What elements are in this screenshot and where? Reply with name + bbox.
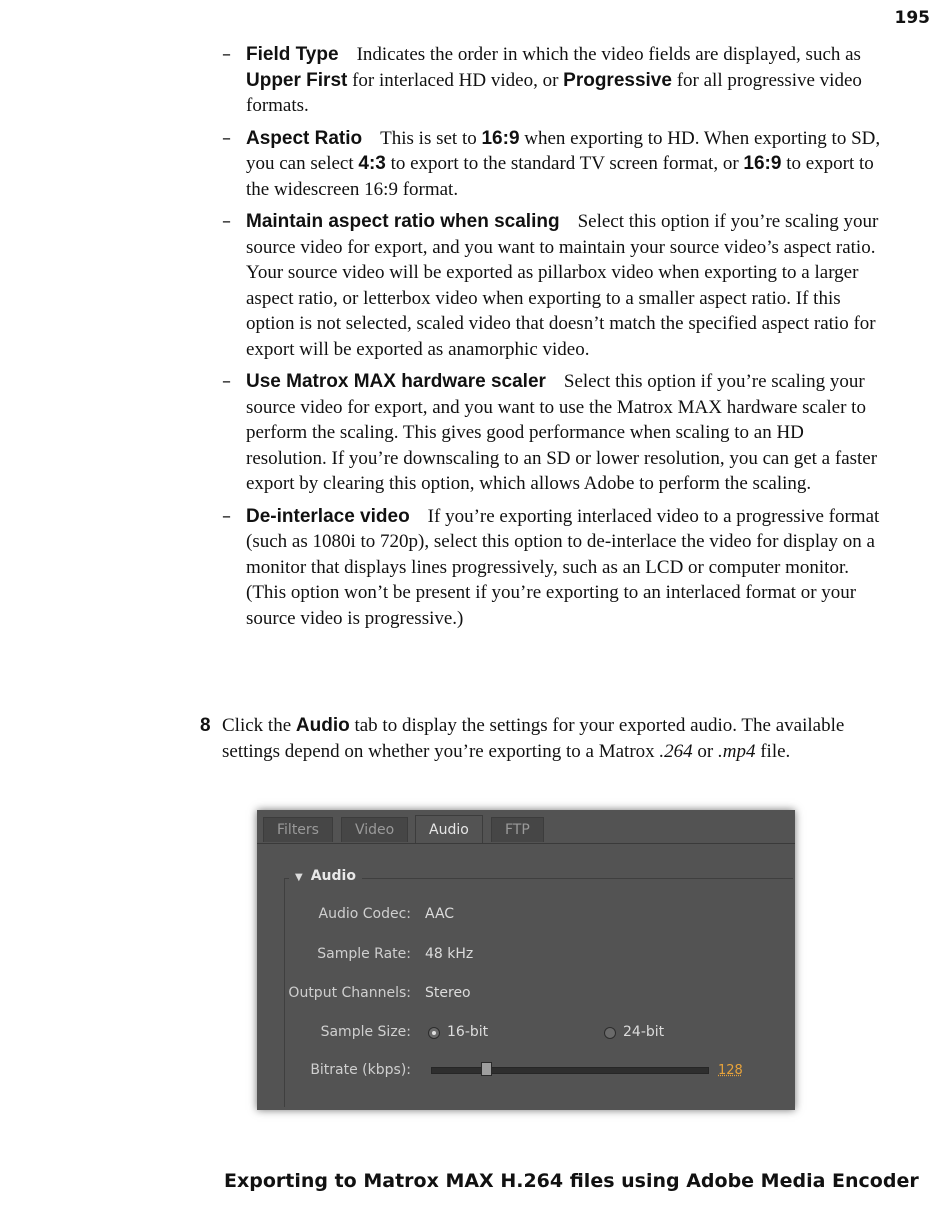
dash-bullet: – — [222, 371, 231, 392]
list-item — [222, 42, 882, 119]
option-term: Maintain aspect ratio when scaling — [246, 211, 560, 232]
dash-bullet: – — [222, 505, 231, 527]
step-text — [200, 713, 872, 764]
sample-size-label: Sample Size: — [320, 1024, 411, 1040]
tab-filters[interactable]: Filters — [263, 817, 333, 842]
option-list — [222, 42, 882, 638]
bitrate-label: Bitrate (kbps): — [310, 1062, 411, 1078]
output-channels-label: Output Channels: — [288, 985, 411, 1001]
tab-divider — [257, 843, 795, 844]
list-item — [222, 504, 882, 632]
step-number: 8 — [200, 715, 211, 736]
radio-24-bit[interactable] — [604, 1027, 616, 1039]
tab-video[interactable]: Video — [341, 817, 408, 842]
audio-codec-value: AAC — [425, 906, 455, 922]
radio-16-bit-label[interactable]: 16-bit — [447, 1024, 489, 1040]
option-term: De-interlace video — [246, 505, 410, 527]
audio-section-header[interactable] — [289, 868, 362, 884]
text-run: for interlaced HD video, or — [347, 69, 564, 91]
option-term: Field Type — [246, 44, 339, 65]
audio-settings-screenshot — [257, 810, 795, 1110]
italic-term: .264 — [659, 740, 693, 762]
bold-term: Upper First — [246, 69, 348, 91]
text-run: Indicates the order in which the video fields are displayed, such as — [356, 44, 861, 65]
audio-codec-label: Audio Codec: — [318, 906, 411, 922]
section-title: Audio — [310, 868, 356, 884]
bitrate-value[interactable]: 128 — [718, 1063, 743, 1078]
bitrate-slider-track[interactable] — [431, 1067, 709, 1074]
text-run: This is set to — [380, 127, 482, 149]
text-run: when exporting to HD. When exporting to SD, you can select — [246, 127, 881, 174]
sample-rate-value: 48 kHz — [425, 946, 474, 962]
bold-term: Progressive — [563, 69, 672, 91]
text-run: tab to display the settings for your exported audio. The available settings depend on whether you’re exporting to a Matrox — [222, 715, 845, 762]
text-run: If you’re exporting interlaced video to a progressive format (such as 1080i to 720p), select this option to de-interlace the video for display on a monitor that displays lines progressively, such as an LCD or computer monitor. (This option won’t be present if you’re exporting to an interlaced format or your source video is progressive.) — [246, 505, 880, 629]
radio-16-bit[interactable] — [428, 1027, 440, 1039]
text-run: Select this option if you’re scaling your source video for export, and you want to maintain your source video’s aspect ratio. Your source video will be exported as pillarbox video when exporting to a larger aspect ratio, or letterbox video when exporting to a smaller aspect ratio. If this option is not selected, scaled video that doesn’t match the specified aspect ratio for export will be exported as anamorphic video. — [246, 211, 879, 360]
text-run: to export to the standard TV screen format, or — [385, 153, 744, 174]
text-run: for all progressive video formats. — [246, 69, 862, 116]
option-term: Use Matrox MAX hardware scaler — [246, 371, 546, 392]
bitrate-slider-thumb[interactable] — [481, 1062, 492, 1076]
tab-ftp[interactable]: FTP — [491, 817, 544, 842]
text-run: Click the — [222, 715, 296, 736]
bold-term: Audio — [295, 715, 350, 736]
text-run: file. — [755, 740, 791, 762]
running-footer: Exporting to Matrox MAX H.264 files using Adobe Media Encoder — [224, 1170, 919, 1192]
radio-24-bit-label[interactable]: 24-bit — [623, 1024, 665, 1040]
bold-term: 4:3 — [358, 153, 386, 174]
list-item — [222, 369, 882, 497]
collapse-triangle-icon[interactable]: ▼ — [295, 872, 303, 883]
list-item — [222, 209, 882, 362]
bold-term: 16:9 — [743, 153, 782, 174]
dash-bullet: – — [222, 211, 231, 232]
text-run: Select this option if you’re scaling your source video for export, and you want to use the Matrox MAX hardware scaler to perform the scaling. This gives good performance when scaling to an HD resolution. If you’re downscaling to an SD or lower resolution, you can get a faster export by clearing this option, which allows Adobe to perform the scaling. — [246, 371, 878, 494]
page-number: 195 — [894, 8, 930, 28]
dash-bullet: – — [222, 44, 231, 65]
tab-audio[interactable]: Audio — [415, 815, 483, 844]
text-run: to export to the widescreen 16:9 format. — [246, 153, 874, 200]
bold-term: 16:9 — [481, 127, 520, 149]
output-channels-value: Stereo — [425, 985, 471, 1001]
dash-bullet: – — [222, 127, 231, 149]
option-term: Aspect Ratio — [246, 127, 363, 149]
list-item — [222, 126, 882, 203]
sample-rate-label: Sample Rate: — [317, 946, 411, 962]
text-run: or — [692, 740, 718, 762]
italic-term: .mp4 — [718, 740, 756, 762]
step-8 — [200, 713, 872, 764]
option-description — [246, 211, 878, 360]
